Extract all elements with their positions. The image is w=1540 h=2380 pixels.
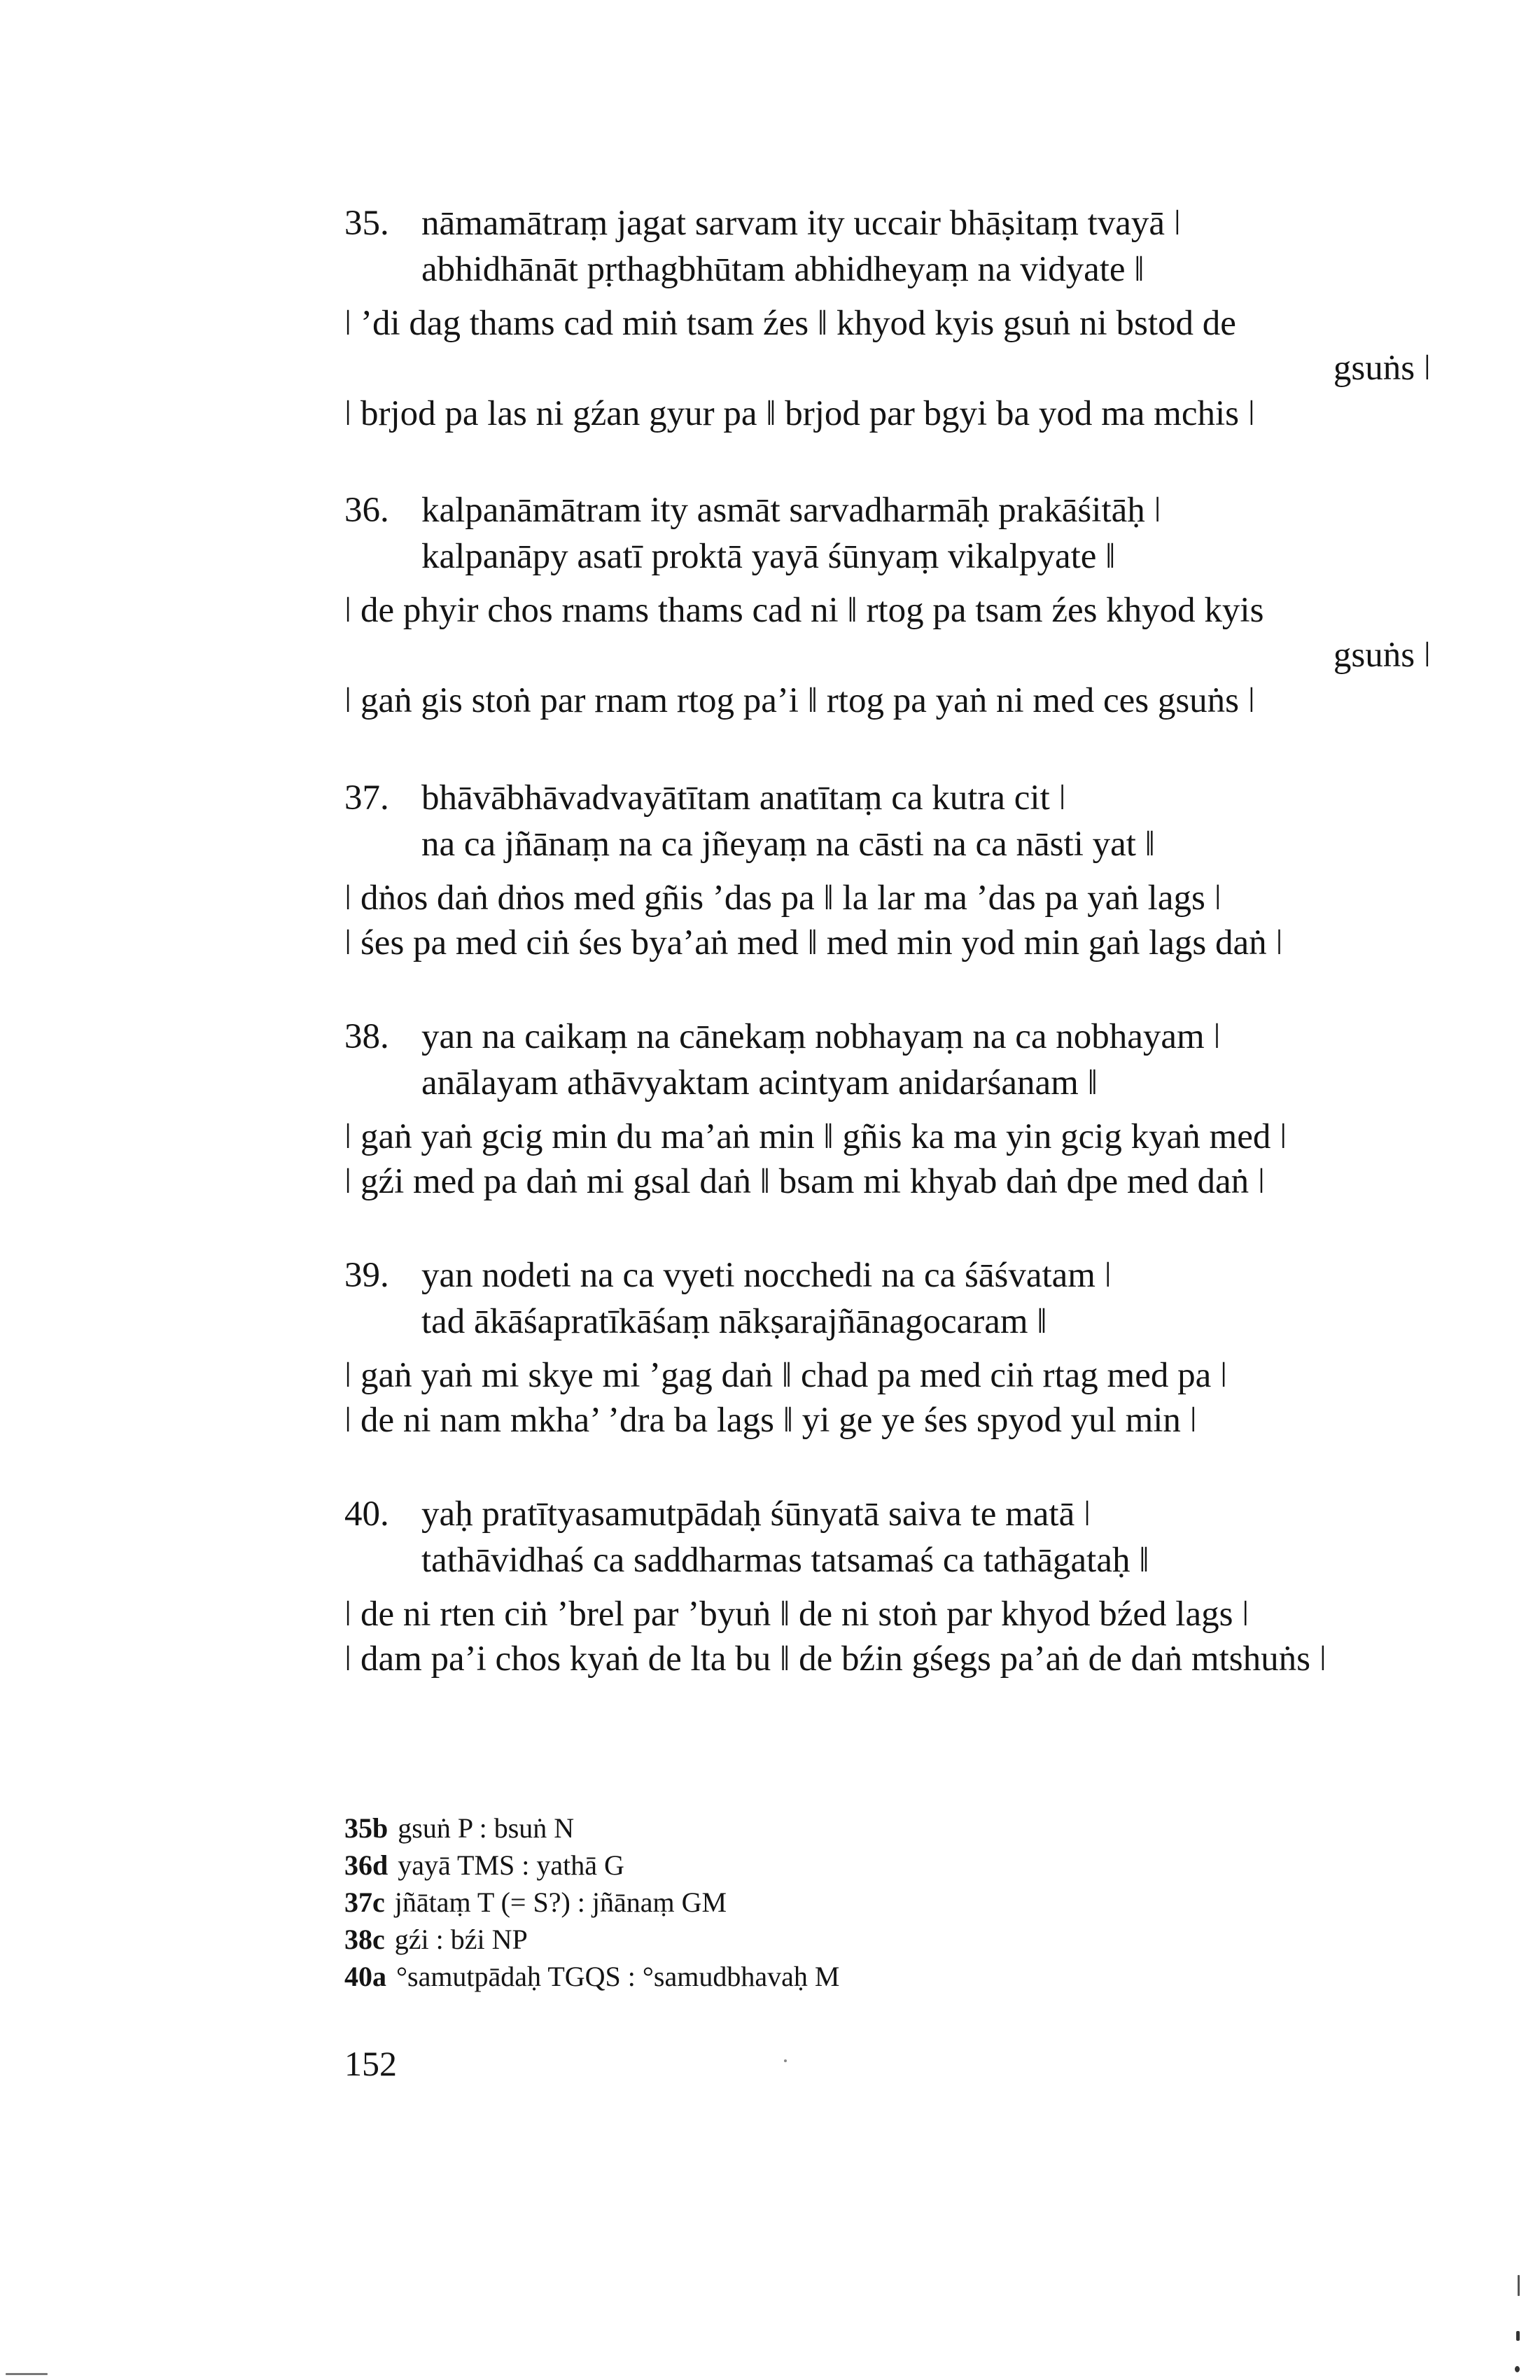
note-key: 37c — [344, 1886, 385, 1918]
verse-number: 37. — [344, 778, 389, 818]
sanskrit-line-a — [344, 201, 1181, 246]
verse-number: 36. — [344, 491, 389, 530]
sanskrit-line-b: na ca jñānaṃ na ca jñeyaṃ na cāsti na ca nāsti yat ǁ — [421, 825, 1155, 864]
sanskrit-line-a — [344, 776, 1066, 820]
tibetan-line-1: ǀ de ni rten ciṅ ’brel par ’byuṅ ǁ de ni stoṅ par khyod bźed lags ǀ — [344, 1595, 1250, 1634]
sanskrit-text: kalpanāmātram ity asmāt sarvadharmāḥ prakāśitāḥ ǀ — [421, 491, 1161, 530]
sanskrit-line-b: tathāvidhaś ca saddharmas tatsamaś ca tathāgataḥ ǁ — [421, 1541, 1149, 1580]
tibetan-line-1: ǀ gaṅ yaṅ mi skye mi ’gag daṅ ǁ chad pa med ciṅ rtag med pa ǀ — [344, 1356, 1228, 1395]
sanskrit-line-a — [344, 1492, 1091, 1536]
tibetan-line-2: ǀ gaṅ gis stoṅ par rnam rtog pa’i ǁ rtog pa yaṅ ni med ces gsuṅs ǀ — [344, 681, 1255, 720]
tibetan-line-1: ǀ dṅos daṅ dṅos med gñis ’das pa ǁ la lar ma ’das pa yaṅ lags ǀ — [344, 878, 1222, 918]
verse-number: 40. — [344, 1494, 389, 1534]
sanskrit-line-a — [344, 1253, 1112, 1298]
apparatus-note — [344, 1809, 839, 1847]
tibetan-line-1: ǀ de phyir chos rnams thams cad ni ǁ rtog pa tsam źes khyod kyis — [344, 591, 1264, 630]
verse-number: 35. — [344, 204, 389, 243]
tibetan-line-2: ǀ brjod pa las ni gźan gyur pa ǁ brjod par bgyi ba yod ma mchis ǀ — [344, 394, 1255, 433]
scan-speck — [1516, 2331, 1520, 2341]
scan-speck — [1518, 2275, 1520, 2296]
page-number: 152 — [344, 2044, 397, 2083]
sanskrit-line-b: abhidhānāt pṛthagbhūtam abhidheyaṃ na vidyate ǁ — [421, 250, 1144, 289]
tibetan-line-1-continuation: gsuṅs ǀ — [1333, 349, 1431, 388]
tibetan-line-2: ǀ gźi med pa daṅ mi gsal daṅ ǁ bsam mi khyab daṅ dpe med daṅ ǀ — [344, 1162, 1266, 1201]
apparatus-note — [344, 1921, 839, 1958]
note-text: yayā TMS : yathā G — [398, 1849, 624, 1881]
tibetan-line-1: ǀ gaṅ yaṅ gcig min du ma’aṅ min ǁ gñis ka ma yin gcig kyaṅ med ǀ — [344, 1117, 1287, 1156]
note-text: gźi : bźi NP — [394, 1924, 528, 1955]
sanskrit-text: yaḥ pratītyasamutpādaḥ śūnyatā saiva te matā ǀ — [421, 1494, 1091, 1534]
note-text: gsuṅ P : bsuṅ N — [398, 1812, 575, 1844]
tibetan-line-2: ǀ dam pa’i chos kyaṅ de lta bu ǁ de bźin gśegs pa’aṅ de daṅ mtshuṅs ǀ — [344, 1639, 1326, 1679]
apparatus-note — [344, 1847, 839, 1884]
note-key: 35b — [344, 1812, 388, 1844]
tibetan-line-2: ǀ śes pa med ciṅ śes bya’aṅ med ǁ med min yod min gaṅ lags daṅ ǀ — [344, 923, 1283, 962]
apparatus-note — [344, 1958, 839, 1995]
note-key: 40a — [344, 1961, 386, 1992]
scan-speck — [784, 2059, 787, 2062]
scan-speck — [6, 2373, 48, 2375]
tibetan-line-2: ǀ de ni nam mkha’ ’dra ba lags ǁ yi ge ye śes spyod yul min ǀ — [344, 1401, 1197, 1440]
verse-number: 38. — [344, 1017, 389, 1056]
note-text: °samutpādaḥ TGQS : °samudbhavaḥ M — [396, 1961, 840, 1992]
verse-number: 39. — [344, 1256, 389, 1295]
sanskrit-text: bhāvābhāvadvayātītam anatītaṃ ca kutra cit ǀ — [421, 778, 1066, 818]
sanskrit-line-b: kalpanāpy asatī proktā yayā śūnyaṃ vikalpyate ǁ — [421, 537, 1116, 576]
critical-apparatus — [344, 1809, 839, 1995]
sanskrit-line-b: anālayam athāvyaktam acintyam anidarśanam ǁ — [421, 1063, 1098, 1102]
apparatus-note — [344, 1884, 839, 1921]
tibetan-line-1: ǀ ’di dag thams cad miṅ tsam źes ǁ khyod kyis gsuṅ ni bstod de — [344, 304, 1236, 343]
sanskrit-text: yan na caikaṃ na cānekaṃ nobhayaṃ na ca nobhayam ǀ — [421, 1017, 1221, 1056]
note-text: jñātaṃ T (= S?) : jñānaṃ GM — [394, 1886, 727, 1918]
note-key: 38c — [344, 1924, 385, 1955]
sanskrit-line-a — [344, 1014, 1221, 1059]
sanskrit-text: nāmamātraṃ jagat sarvam ity uccair bhāṣitaṃ tvayā ǀ — [421, 204, 1182, 243]
sanskrit-text: yan nodeti na ca vyeti nocchedi na ca śāśvatam ǀ — [421, 1256, 1112, 1295]
sanskrit-line-a — [344, 488, 1161, 533]
note-key: 36d — [344, 1849, 388, 1881]
scan-speck — [1515, 2366, 1520, 2372]
tibetan-line-1-continuation: gsuṅs ǀ — [1333, 636, 1431, 675]
sanskrit-line-b: tad ākāśapratīkāśaṃ nākṣarajñānagocaram ǁ — [421, 1302, 1047, 1341]
